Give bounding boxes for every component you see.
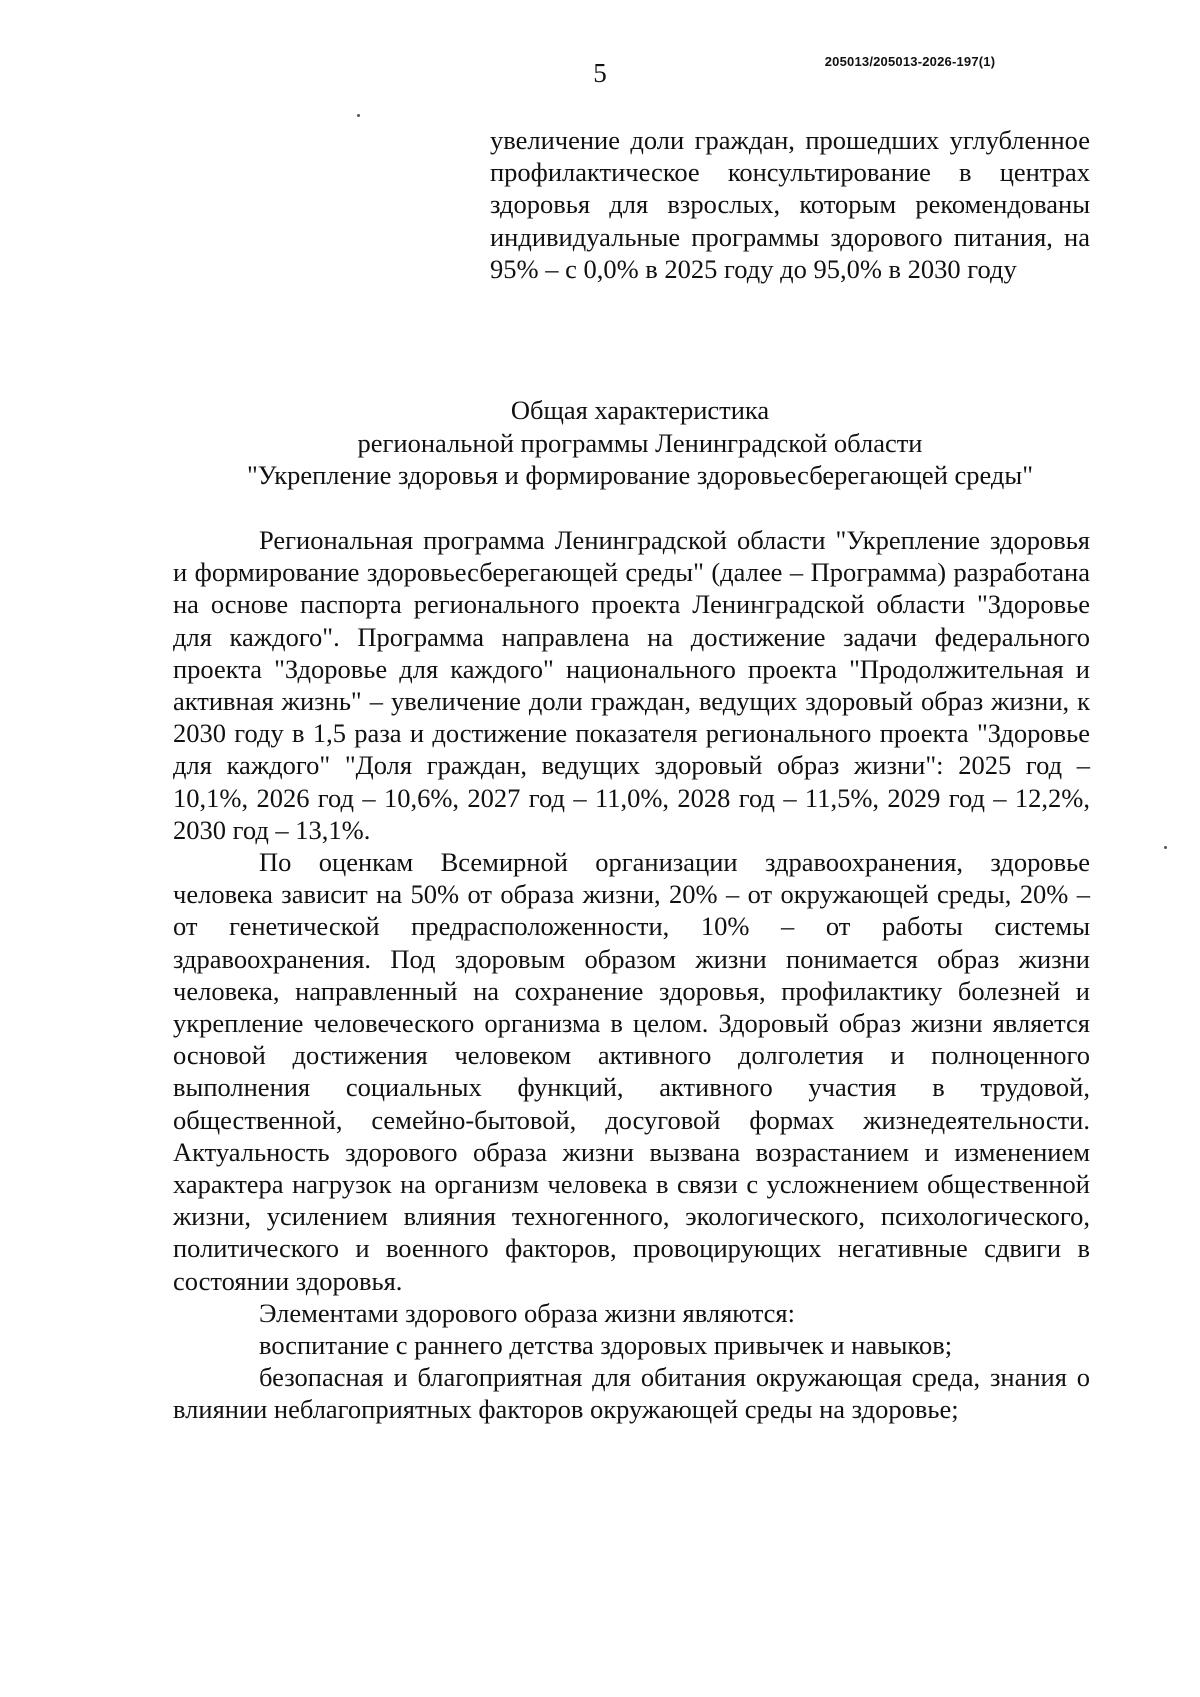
goal-indicator-text: увеличение доли граждан, прошедших углубленное профилактическое консультирование в центрах здоровья для взрослых, которым рекомендованы индивидуальные программы здорового питания, на 95% – с 0,0% в 2025 году до 95,0% в 2030 году <box>490 125 1090 284</box>
list-item-healthy-habits: воспитание с раннего детства здоровых привычек и навыков; <box>259 1330 953 1361</box>
paragraph-elements-intro: Элементами здорового образа жизни являются: <box>259 1297 795 1328</box>
section-title-line-1: Общая характеристика <box>510 395 770 425</box>
scan-speck <box>1164 846 1167 849</box>
body-text <box>173 524 1090 1426</box>
paragraph-program-overview: Региональная программа Ленинградской области "Укрепление здоровья и формирование здоровьесберегающей среды" (далее – Программа) разработана на основе паспорта регионального проекта Ленинградской области "Здоровье для каждого". Программа направлена на достижение задачи федерального проекта "Здоровье для каждого" национального проекта "Продолжительная и активная жизнь" – увеличение доли граждан, ведущих здоровый образ жизни, к 2030 году в 1,5 раза и достижение показателя регионального проекта "Здоровье для каждого" "Доля граждан, ведущих здоровый образ жизни": 2025 год – 10,1%, 2026 год – 10,6%, 2027 год – 11,0%, 2028 год – 11,5%, 2029 год – 12,2%, 2030 год – 13,1%. <box>173 525 1090 845</box>
paragraph-who-assessment: По оценкам Всемирной организации здравоохранения, здоровье человека зависит на 50% от образа жизни, 20% – от окружающей среды, 20% – от генетической предрасположенности, 10% – от работы системы здравоохранения. Под здоровым образом жизни понимается образ жизни человека, направленный на сохранение здоровья, профилактику болезней и укрепление человеческого организма в целом. Здоровый образ жизни является основой достижения человеком активного долголетия и полноценного выполнения социальных функций, активного участия в трудовой, общественной, семейно-бытовой, досуговой формах жизнедеятельности. Актуальность здорового образа жизни вызвана возрастанием и изменением характера нагрузок на организм человека в связи с усложнением общественной жизни, усилением влияния техногенного, экологического, психологического, политического и военного факторов, провоцирующих негативные сдвиги в состоянии здоровья. <box>173 847 1090 1296</box>
list-item-safe-environment: безопасная и благоприятная для обитания окружающая среда, знания о влиянии неблагоприятных факторов окружающей среды на здоровье; <box>173 1362 1090 1425</box>
page-number: 5 <box>593 58 607 88</box>
section-title <box>150 394 1130 492</box>
document-id: 205013/205013-2026-197(1) <box>824 54 996 69</box>
section-title-line-3: "Укрепление здоровья и формирование здоровьесберегающей среды" <box>246 460 1034 490</box>
scan-speck <box>357 114 360 117</box>
section-title-line-2: региональной программы Ленинградской области <box>357 427 923 458</box>
